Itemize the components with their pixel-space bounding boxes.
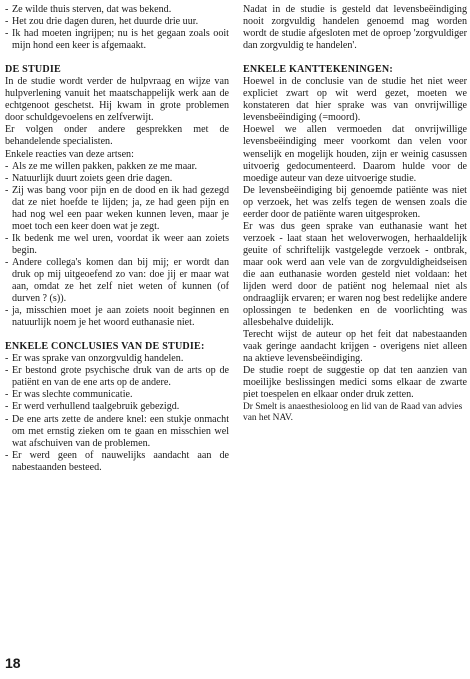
paragraph: De levensbeëindiging bij genoemde patiënte was niet op verzoek, het was zelfs tegen de wensen zoals die eerder door de patiënte waren uitgesproken.	[243, 184, 467, 220]
list-item: - ja, misschien moet je aan zoiets nooit beginnen en natuurlijk noem je het woord euthanasie niet.	[5, 305, 229, 329]
list-item: - Ik bedenk me wel uren, voordat ik weer aan zoiets begin.	[5, 233, 229, 257]
conclusions-list	[5, 353, 229, 473]
paragraph: De studie roept de suggestie op dat ten aanzien van moeilijke beslissingen medici soms elkaar de zwarte piet toespelen en elkaar onder druk zetten.	[243, 365, 467, 401]
right-column	[243, 4, 467, 424]
list-item: - Er werd verhullend taalgebruik gebezigd.	[5, 401, 229, 413]
list-item: - Ze wilde thuis sterven, dat was bekend.	[5, 4, 229, 16]
list-item: - Als ze me willen pakken, pakken ze me maar.	[5, 161, 229, 173]
list-item: - De ene arts zette de andere knel: een stukje onmacht om met ernstig zieken om te gaan en misschien wel wat afschuiven van de problemen.	[5, 414, 229, 450]
list-item: - Er was sprake van onzorgvuldig handelen.	[5, 353, 229, 365]
list-item: - Er bestond grote psychische druk van de arts op de patiënt en van de ene arts op de andere.	[5, 365, 229, 389]
section-heading-de-studie: DE STUDIE	[5, 64, 61, 76]
list-item: - Er was slechte communicatie.	[5, 389, 229, 401]
paragraph: Hoewel in de conclusie van de studie het niet weer expliciet zwart op wit werd gezet, moeten we konstateren dat hier sprake was van onvrijwillige levensbeëindiging (=moord).	[243, 76, 467, 124]
paragraph: In de studie wordt verder de hulpvraag en wijze van hulpverlening vanuit het maatschappelijk werk aan de echtgenoot geschetst. Hij kwam in grote problemen door schuldgevoelens en zelfverwijt.	[5, 76, 229, 124]
left-column	[5, 4, 229, 474]
paragraph: Hoewel we allen vermoeden dat onvrijwillige levensbeëindiging meer voorkomt dan velen voor wenselijk en mogelijk houden, zijn er weinig casussen uitvoerig gedocumenteerd. Daarom hulde voor de moedige auteur van deze uitvoerige studie.	[243, 124, 467, 184]
intro-bullet-list	[5, 4, 229, 52]
section-heading-kanttekeningen: ENKELE KANTTEKENINGEN:	[243, 64, 393, 76]
list-item: - Zij was bang voor pijn en de dood en ik had gezegd dat ze niet hoefde te lijden; ja, ze had geen pijn en had nog wel een paar weken kunnen leven, maar je moet toch een keer doen wat je zegt.	[5, 185, 229, 233]
list-item: - Natuurlijk duurt zoiets geen drie dagen.	[5, 173, 229, 185]
section-heading-conclusies: ENKELE CONCLUSIES VAN DE STUDIE:	[5, 341, 205, 353]
page-number: 18	[5, 655, 21, 671]
author-note: Dr Smelt is anaesthesioloog en lid van de Raad van advies van het NAV.	[243, 401, 463, 423]
list-item: - Er werd geen of nauwelijks aandacht aan de nabestaanden besteed.	[5, 450, 229, 474]
paragraph: Terecht wijst de auteur op het feit dat nabestaanden vaak geringe aandacht krijgen - overigens niet alleen na aktieve levensbeëindiging.	[243, 329, 467, 365]
list-item: - Het zou drie dagen duren, het duurde drie uur.	[5, 16, 229, 28]
paragraph: Er was dus geen sprake van euthanasie want het verzoek - laat staan het weloverwogen, herhaaldelijk geuite of schriftelijk vastgelegde verzoek - ontbrak, maar ook werd aan vele van de zorgvuldigheidseisen die aan euthanasie worden gesteld niet voldaan: het lijden werd door de patiënt nog helemaal niet als ondraaglijk ervaren; er waren nog best redelijke andere oplossingen te bedenken en de voorlichting was allesbehalve duidelijk.	[243, 220, 467, 329]
list-item: - Ik had moeten ingrijpen; nu is het gegaan zoals ooit mijn hond een keer is afgemaakt.	[5, 28, 229, 52]
reactions-list	[5, 161, 229, 330]
paragraph: Nadat in de studie is gesteld dat levensbeëindiging nooit zorgvuldig handelen genoemd mag worden wordt de studie afgesloten met de oproep 'zorgvuldiger dan zorgvuldig te handelen'.	[243, 4, 467, 52]
list-item: - Andere collega's komen dan bij mij; er wordt dan druk op mij uitgeoefend zo van: doe jij er maar wat aan, omdat ze het zelf niet weten of kunnen (of durven ? (s)).	[5, 257, 229, 305]
paragraph: Er volgen onder andere gesprekken met de behandelende specialisten.	[5, 124, 229, 148]
reactions-intro: Enkele reacties van deze artsen:	[5, 148, 134, 160]
